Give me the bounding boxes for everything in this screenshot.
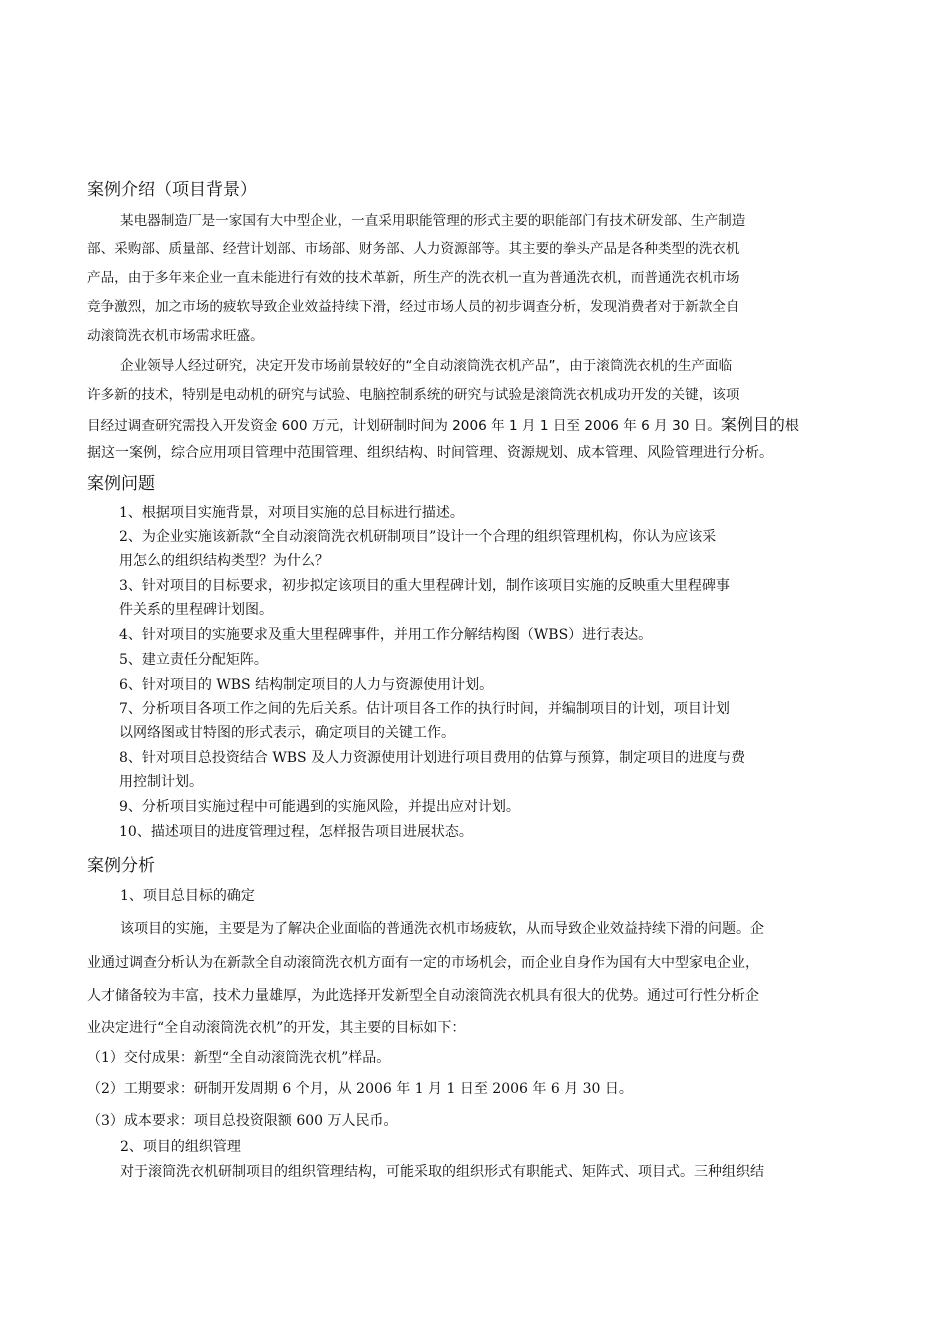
goal-1: （1）交付成果：新型“全自动滚筒洗衣机”样品。 [87,1050,391,1066]
goal-2: （2）工期要求：研制开发周期 6 个月，从 2006 年 1 月 1 日至 2006 年 6 月 30 日。 [87,1081,633,1097]
question-line-2: 2、为企业实施该新款“全自动滚筒洗衣机研制项目”设计一个合理的组织管理机构，你认为应该采 [119,529,717,545]
analysis-para-line-2: 业通过调查分析认为在新款全自动滚筒洗衣机方面有一定的市场机会，而企业自身作为国有大中型家电企业， [87,955,759,971]
goal-3: （3）成本要求：项目总投资限额 600 万人民币。 [87,1113,398,1129]
question-line-11: 8、针对项目总投资结合 WBS 及人力资源使用计划进行项目费用的估算与预算，制定项目的进度与费 [119,750,746,766]
intro-p2-line-3 [87,412,799,435]
question-line-4: 3、针对项目的目标要求，初步拟定该项目的重大里程碑计划，制作该项目实施的反映重大里程碑事 [119,578,730,594]
question-line-10: 以网络图或甘特图的形式表示，确定项目的关键工作。 [119,725,455,741]
analysis-para-line-1: 该项目的实施，主要是为了解决企业面临的普通洗衣机市场疲软，从而导致企业效益持续下滑的问题。企 [120,921,764,937]
analysis-para-line-4: 业决定进行“全自动滚筒洗衣机”的开发，其主要的目标如下： [87,1020,466,1036]
objective-line-2: 据这一案例，综合应用项目管理中范围管理、组织结构、时间管理、资源规划、成本管理、风险管理进行分析。 [87,445,773,461]
question-line-3: 用怎么的组织结构类型？为什么？ [119,553,329,569]
intro-p2-line-3-text: 目经过调查研究需投入开发资金 600 万元，计划研制时间为 2006 年 1 月 1 日至 2006 年 6 月 30 日。 [87,418,721,434]
analysis-subtitle-1: 1、项目总目标的确定 [120,888,255,904]
intro-p1-line-4: 竞争激烈，加之市场的疲软导致企业效益持续下滑，经过市场人员的初步调查分析，发现消费者对于新款全自 [87,299,740,315]
question-line-5: 件关系的里程碑计划图。 [119,602,273,618]
intro-p1-line-3: 产品，由于多年来企业一直未能进行有效的技术革新，所生产的洗衣机一直为普通洗衣机，而普通洗衣机市场 [87,270,740,286]
objective-label: 案例目的 [720,415,785,434]
question-line-14: 10、描述项目的进度管理过程，怎样报告项目进展状态。 [119,824,473,840]
intro-p2-line-1: 企业领导人经过研究，决定开发市场前景较好的“全自动滚筒洗衣机产品”，由于滚筒洗衣机的生产面临 [120,358,733,374]
question-line-1: 1、根据项目实施背景，对项目实施的总目标进行描述。 [119,505,464,521]
objective-tail: 根 [784,418,799,434]
section-title-analysis: 案例分析 [87,856,155,876]
question-line-13: 9、分析项目实施过程中可能遇到的实施风险，并提出应对计划。 [119,799,520,815]
section-title-questions: 案例问题 [87,474,155,494]
question-line-7: 5、建立责任分配矩阵。 [119,652,268,668]
intro-p1-line-2: 部、采购部、质量部、经营计划部、市场部、财务部、人力资源部等。其主要的拳头产品是各种类型的洗衣机 [87,241,740,257]
question-line-12: 用控制计划。 [119,774,203,790]
analysis-subtitle-2: 2、项目的组织管理 [120,1139,241,1155]
question-line-9: 7、分析项目各项工作之间的先后关系。估计项目各工作的执行时间，并编制项目的计划，项目计划 [119,701,730,717]
intro-p1-line-1: 某电器制造厂是一家国有大中型企业，一直采用职能管理的形式主要的职能部门有技术研发部、生产制造 [120,213,746,229]
intro-p2-line-2: 许多新的技术，特别是电动机的研究与试验、电脑控制系统的研究与试验是滚筒洗衣机成功开发的关键，该项 [87,387,740,403]
intro-p1-line-5: 动滚筒洗衣机市场需求旺盛。 [87,328,264,344]
question-line-6: 4、针对项目的实施要求及重大里程碑事件，并用工作分解结构图（WBS）进行表达。 [119,627,653,643]
section-title-intro: 案例介绍（项目背景） [87,180,257,200]
analysis-para-line-3: 人才储备较为丰富，技术力量雄厚，为此选择开发新型全自动滚筒洗衣机具有很大的优势。通过可行性分析企 [87,988,759,1004]
analysis-last-line: 对于滚筒洗衣机研制项目的组织管理结构，可能采取的组织形式有职能式、矩阵式、项目式。三种组织结 [120,1164,764,1180]
question-line-8: 6、针对项目的 WBS 结构制定项目的人力与资源使用计划。 [119,677,494,693]
